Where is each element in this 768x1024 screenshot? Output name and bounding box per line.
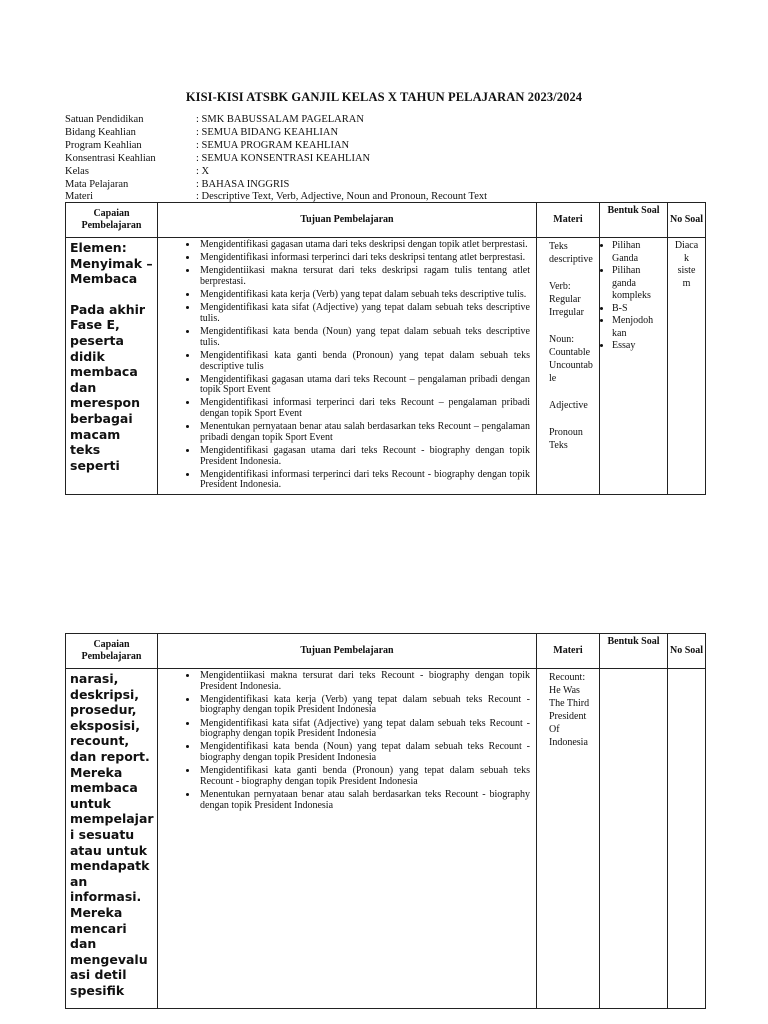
- meta-row-konsentrasi: [65, 153, 487, 166]
- list-item: • Pilihan ganda kompleks: [612, 265, 665, 303]
- meta-value: : BAHASA INGGRIS: [196, 178, 290, 190]
- meta-row-bidang: [65, 127, 487, 140]
- header-capaian: Capaian Pembelajaran: [66, 634, 158, 669]
- meta-label: Mata Pelajaran: [65, 178, 129, 190]
- meta-row-kelas: [65, 166, 487, 179]
- materi-item: Verb: Regular Irregular: [549, 281, 584, 318]
- list-item: • Mengidentifikasi gagasan utama dari teks Recount - biography dengan topik President Indonesia.: [198, 446, 530, 467]
- list-item: • Menentukan pernyataan benar atau salah berdasarkan teks Recount - biography dengan topik President Indonesia: [198, 790, 530, 811]
- materi-item: Recount: He Was The Third President Of Indonesia: [549, 672, 590, 748]
- header-no-soal: No Soal: [668, 203, 706, 238]
- list-item: • B-S: [612, 303, 665, 316]
- list-item: • Mengidentifikasi kata ganti benda (Pronoun) yang tepat dalam sebuah teks descriptive tulis: [198, 351, 530, 372]
- meta-label: Program Keahlian: [65, 139, 142, 151]
- list-item: • Mengidentifikasi informasi terperinci dari teks deskripsi tentang atlet berprestasi.: [198, 253, 530, 264]
- list-item: • Mengidentifikasi kata kerja (Verb) yang tepat dalam sebuah teks descriptive tulis.: [198, 290, 530, 301]
- table-header-row: [66, 203, 706, 238]
- list-item: • Essay: [612, 340, 665, 353]
- list-item: • Mengidentiikasi makna tersurat dari teks deskripsi ragam tulis tentang atlet berprestasi.: [198, 266, 530, 287]
- list-item: • Mengidentiikasi makna tersurat dari teks Recount - biography dengan topik President Indonesia.: [198, 671, 530, 692]
- materi-cell: [537, 669, 600, 1009]
- materi-item: Adjective: [549, 400, 588, 411]
- meta-label: Satuan Pendidikan: [65, 114, 144, 125]
- document-title: KISI-KISI ATSBK GANJIL KELAS X TAHUN PELAJARAN 2023/2024: [185, 90, 583, 104]
- capaian-text: narasi, deskripsi, prosedur, eksposisi, recount, dan report. Mereka membaca untuk mempelajar i sesuatu atau untuk mendapatk an informasi. Mereka mencari dan mengevalu asi detil spesifik: [70, 671, 154, 998]
- no-soal-cell: Diaca k siste m: [668, 238, 706, 495]
- materi-cell: [537, 238, 600, 495]
- header-tujuan: Tujuan Pembelajaran: [158, 634, 537, 669]
- materi-item: Pronoun: [549, 427, 583, 438]
- bentuk-soal-list: [600, 238, 667, 353]
- bentuk-soal-cell: [600, 238, 668, 495]
- tujuan-cell: [158, 669, 537, 1009]
- header-bentuk-soal: Bentuk Soal: [600, 634, 668, 669]
- meta-label: Konsentrasi Keahlian: [65, 152, 156, 164]
- table-row: [66, 238, 706, 495]
- list-item: • Menentukan pernyataan benar atau salah berdasarkan teks Recount – pengalaman pribadi dengan topik Sport Event: [198, 422, 530, 443]
- list-item: • Mengidentifikasi gagasan utama dari teks deskripsi dengan topik atlet berprestasi.: [198, 240, 530, 251]
- materi-item: Teks: [549, 440, 568, 451]
- header-materi: Materi: [537, 634, 600, 669]
- list-item: • Mengidentifikasi informasi terperinci dari teks Recount - biography dengan topik President Indonesia.: [198, 470, 530, 491]
- materi-item: Noun: Countable Uncountab le: [549, 334, 593, 384]
- header-tujuan: Tujuan Pembelajaran: [158, 203, 537, 238]
- document-metadata: [65, 114, 487, 204]
- list-item: • Mengidentifikasi informasi terperinci dari teks Recount – pengalaman pribadi dengan topik Sport Event: [198, 398, 530, 419]
- header-bentuk-soal: Bentuk Soal: [600, 203, 668, 238]
- meta-value: : SEMUA BIDANG KEAHLIAN: [196, 126, 339, 138]
- header-materi: Materi: [537, 203, 600, 238]
- capaian-cell: [66, 669, 158, 1009]
- list-item: • Menjodoh kan: [612, 315, 665, 340]
- capaian-text: Pada akhir Fase E, peserta didik membaca dan merespon berbagai macam teks seperti: [70, 301, 146, 473]
- tujuan-cell: [158, 238, 537, 495]
- meta-label: Kelas: [65, 165, 89, 177]
- tujuan-list: [158, 238, 536, 491]
- list-item: • Mengidentifikasi kata benda (Noun) yang tepat dalam sebuah teks Recount - biography dengan topik President Indonesia: [198, 742, 530, 763]
- no-soal-cell: [668, 669, 706, 1009]
- tujuan-list: [158, 669, 536, 811]
- list-item: • Mengidentifikasi kata kerja (Verb) yang tepat dalam sebuah teks Recount - biography dengan topik President Indonesia: [198, 695, 530, 716]
- meta-row-program: [65, 140, 487, 153]
- bentuk-soal-cell: [600, 669, 668, 1009]
- meta-value: : Descriptive Text, Verb, Adjective, Noun and Pronoun, Recount Text: [196, 191, 488, 203]
- meta-value: : SMK BABUSSALAM PAGELARAN: [196, 114, 364, 125]
- kisi-table-1: [65, 202, 706, 495]
- header-capaian: Capaian Pembelajaran: [66, 203, 158, 238]
- table-header-row: [66, 634, 706, 669]
- list-item: • Mengidentifikasi kata sifat (Adjective) yang tepat dalam sebuah teks descriptive tulis.: [198, 303, 530, 324]
- list-item: • Mengidentifikasi kata benda (Noun) yang tepat dalam sebuah teks descriptive tulis.: [198, 327, 530, 348]
- list-item: • Mengidentifikasi gagasan utama dari teks Recount – pengalaman pribadi dengan topik Sport Event: [198, 375, 530, 396]
- meta-value: : SEMUA PROGRAM KEAHLIAN: [196, 139, 350, 151]
- meta-label: Materi: [65, 191, 93, 203]
- meta-label: Bidang Keahlian: [65, 126, 136, 138]
- meta-value: : SEMUA KONSENTRASI KEAHLIAN: [196, 152, 371, 164]
- capaian-heading: Elemen: Menyimak – Membaca: [70, 240, 153, 287]
- meta-row-mapel: [65, 179, 487, 192]
- capaian-cell: [66, 238, 158, 495]
- table-row: [66, 669, 706, 1009]
- meta-value: : X: [196, 165, 210, 177]
- meta-row-satuan: [65, 114, 487, 127]
- list-item: • Mengidentifikasi kata sifat (Adjective) yang tepat dalam sebuah teks Recount - biography dengan topik President Indonesia: [198, 719, 530, 740]
- kisi-table-2: [65, 633, 706, 1009]
- materi-item: Teks descriptive: [549, 241, 593, 265]
- list-item: • Mengidentifikasi kata ganti benda (Pronoun) yang tepat dalam sebuah teks Recount - biography dengan topik President Indonesia: [198, 766, 530, 787]
- list-item: • Pilihan Ganda: [612, 240, 665, 265]
- header-no-soal: No Soal: [668, 634, 706, 669]
